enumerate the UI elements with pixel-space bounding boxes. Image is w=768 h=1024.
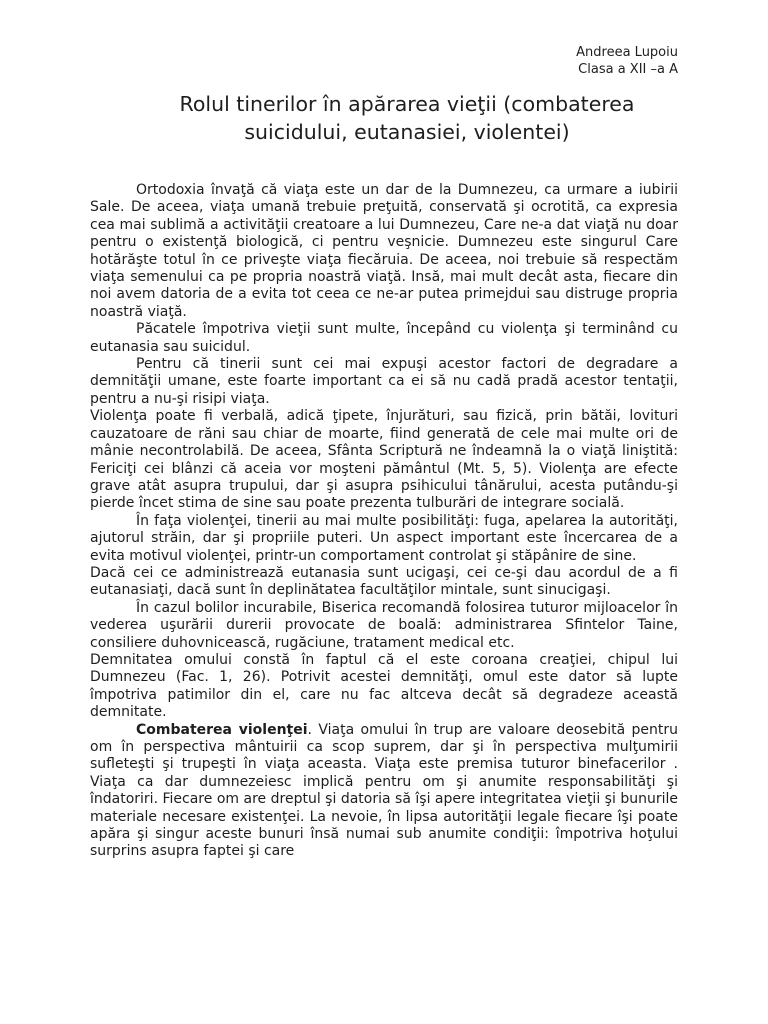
author-name: Andreea Lupoiu	[576, 45, 678, 60]
title-line-2: suicidului, eutanasiei, violentei)	[244, 120, 570, 144]
document-title	[100, 90, 714, 146]
paragraph-combating-violence	[90, 722, 678, 861]
paragraph-dignity: Demnitatea omului constă în faptul că el este coroana creaţiei, chipul lui Dumnezeu (Fac. 1, 26). Potrivit acestei demnităţi, omul este dator să lupte împotriva patimilor din el, care nu fac altceva decât să degradeze această demnitate.	[90, 651, 678, 721]
section-heading: Combaterea violenţei	[136, 721, 308, 738]
author-block	[576, 44, 678, 78]
paragraph-sins: Păcatele împotriva vieţii sunt multe, începând cu violenţa şi terminând cu eutanasia sau suicidul.	[90, 321, 678, 355]
author-class: Clasa a XII –a A	[578, 62, 678, 77]
section-text: . Viaţa omului în trup are valoare deosebită pentru om în perspectiva mântuirii ca scop suprem, dar şi în perspectiva mulţumirii sufleteşti şi trupeşti în viaţa aceasta. Viaţa este premisa tuturor binefacerilor . Viaţa ca dar dumnezeiesc implică pentru om şi anumite responsabilităţi şi îndatoriri. Fiecare om are dreptul şi datoria să îşi apere integritatea vieţii şi bunurile materiale necesare existenţei. La nevoie, în lipsa autorităţii legale fiecare îşi poate apăra şi singur aceste bunuri însă numai sub anumite condiţii: împotriva hoţului surprins asupra faptei şi care	[90, 721, 678, 860]
document-body	[90, 182, 678, 861]
paragraph-violence: Violenţa poate fi verbală, adică ţipete, înjurături, sau fizică, prin bătăi, lovituri cauzatoare de răni sau chiar de moarte, fiind generată de cele mai multe ori de mânie necontrolabilă. De aceea, Sfânta Scriptură ne îndeamnă la o viaţă liniştită: Fericiţi cei blânzi că aceia vor moşteni pământul (Mt. 5, 5). Violenţa are efecte grave atât asupra trupului, dar şi asupra psihicului tânărului, acesta putându-şi pierde încet stima de sine sau poate prezenta tulburări de integrare socială.	[90, 408, 678, 512]
paragraph-youth: Pentru că tinerii sunt cei mai expuşi acestor factori de degradare a demnităţii umane, este foarte important ca ei să nu cadă pradă acestor tentaţii, pentru a nu-şi risipi viaţa.	[90, 356, 678, 407]
paragraph-incurable: În cazul bolilor incurabile, Biserica recomandă folosirea tuturor mijloacelor în vederea uşurării durerii provocate de boală: administrarea Sfintelor Taine, consiliere duhovnicească, rugăciune, tratament medical etc.	[90, 599, 678, 651]
title-line-1: Rolul tinerilor în apărarea vieţii (combaterea	[179, 92, 635, 116]
paragraph-options: În faţa violenţei, tinerii au mai multe posibilităţi: fuga, apelarea la autorităţi, ajutorul străin, dar şi propriile puteri. Un aspect important este încercarea de a evita motivul violenţei, printr-un comportament controlat şi stăpânire de sine.	[90, 512, 678, 564]
paragraph-euthanasia: Dacă cei ce administrează eutanasia sunt ucigaşi, cei ce-şi dau acordul de a fi eutanasiaţi, dacă sunt în deplinătatea facultăţilor mintale, sunt sinucigaşi.	[90, 564, 678, 599]
paragraph-intro: Ortodoxia învaţă că viaţa este un dar de la Dumnezeu, ca urmare a iubirii Sale. De aceea, viaţa umană trebuie preţuită, conservată şi ocrotită, ca expresia cea mai sublimă a activităţii creatoare a lui Dumnezeu, Care ne-a dat viaţă nu doar pentru o existenţă biologică, ci pentru veşnicie. Dumnezeu este singurul Care hotărăşte totul în ce priveşte viaţa fiecăruia. De aceea, noi trebuie să respectăm viaţa semenului ca pe propria noastră viaţă. Insă, mai mult decât asta, fiecare din noi avem datoria de a evita tot ceea ce ne-ar putea primejdui sau distruge propria noastră viaţă.	[90, 182, 678, 320]
